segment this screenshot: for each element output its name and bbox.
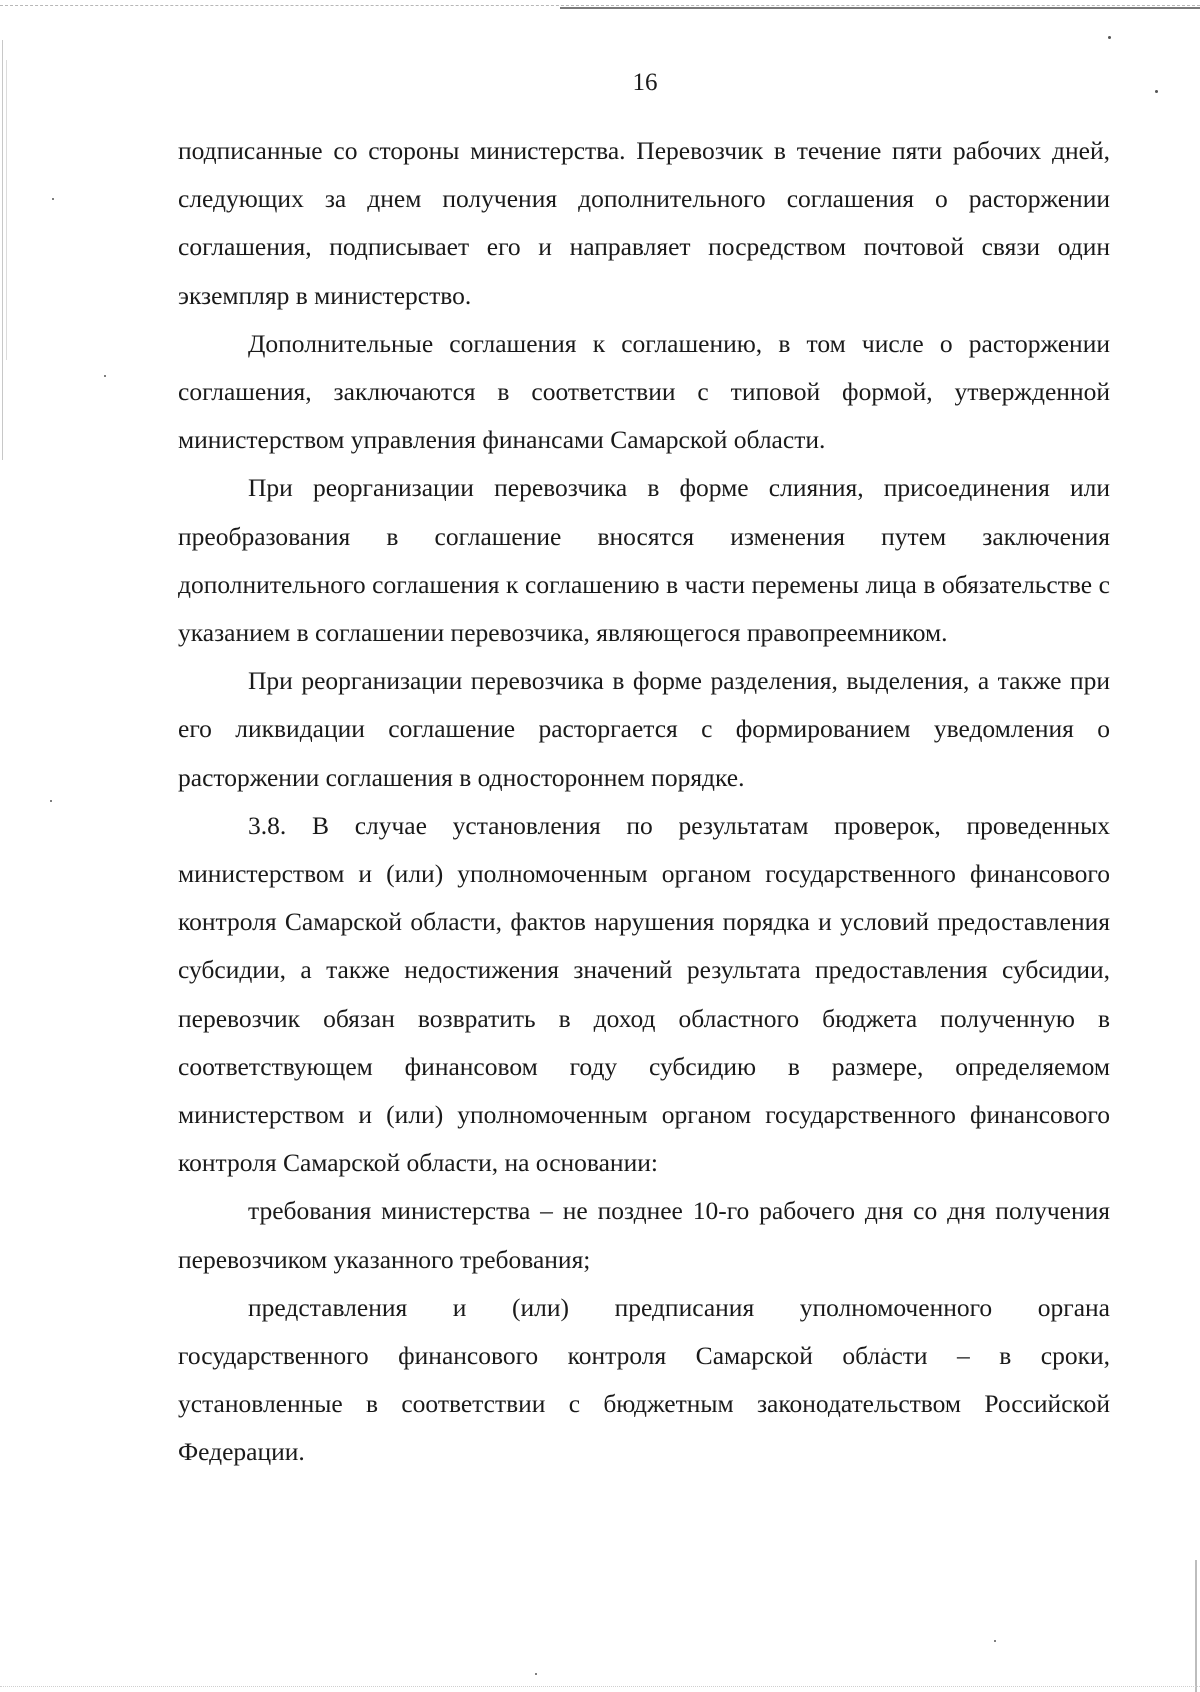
paragraph-clause-3-8: 3.8. В случае установления по результатам проверок, проведенных министерством и (или) уполномоченным органом государственного финансового контроля Самарской области, фактов нарушения порядка и условий предоставления субсидии, а также недостижения значений результата предоставления субсидии, перевозчик обязан возвратить в доход областного бюджета полученную в соответствующем финансовом году субсидию в размере, определяемом министерством и (или) уполномоченным органом государственного финансового контроля Самарской области, на основании:	[178, 810, 1110, 1178]
document-body	[178, 127, 1110, 1477]
paragraph-continuation: подписанные со стороны министерства. Перевозчик в течение пяти рабочих дней, следующих за днем получения дополнительного соглашения о расторжении соглашения, подписывает его и направляет посредством почтовой связи один экземпляр в министерство.	[178, 136, 1110, 310]
scan-right-edge	[1195, 1560, 1197, 1692]
scan-speck	[104, 375, 106, 377]
paragraph-ministry-requirement: требования министерства – не позднее 10-го рабочего дня со дня получения перевозчиком указанного требования;	[178, 1196, 1110, 1274]
paragraph-reorganization-division: При реорганизации перевозчика в форме разделения, выделения, а также при его ликвидации соглашение расторгается с формированием уведомления о расторжении соглашения в одностороннем порядке.	[178, 666, 1110, 792]
scan-speck	[994, 1640, 996, 1642]
paragraph-additional-agreements: Дополнительные соглашения к соглашению, в том числе о расторжении соглашения, заключаются в соответствии с типовой формой, утвержденной министерством управления финансами Самарской области.	[178, 328, 1110, 455]
scan-speck	[50, 800, 52, 802]
scan-left-edge	[2, 40, 3, 460]
scan-bottom-noise	[0, 1686, 1200, 1687]
paragraph-reorganization-merger: При реорганизации перевозчика в форме слияния, присоединения или преобразования в соглашение вносятся изменения путем заключения дополнительного соглашения к соглашению в части перемены лица в обязательстве с указанием в соглашении перевозчика, являющегося правопреемником.	[178, 473, 1110, 648]
scan-top-border	[0, 5, 1200, 6]
scan-left-edge-secondary	[6, 60, 7, 360]
page-number: 16	[632, 69, 658, 96]
scan-speck	[52, 198, 54, 200]
scan-speck	[1108, 36, 1111, 39]
scan-top-line	[560, 7, 1200, 9]
paragraph-control-body-representation: представления и (или) предписания уполномоченного органа государственного финансового контроля Самарской области – в сроки, установленные в соответствии с бюджетным законодательством Российской Федерации.	[178, 1292, 1110, 1467]
scan-speck	[535, 1673, 537, 1675]
